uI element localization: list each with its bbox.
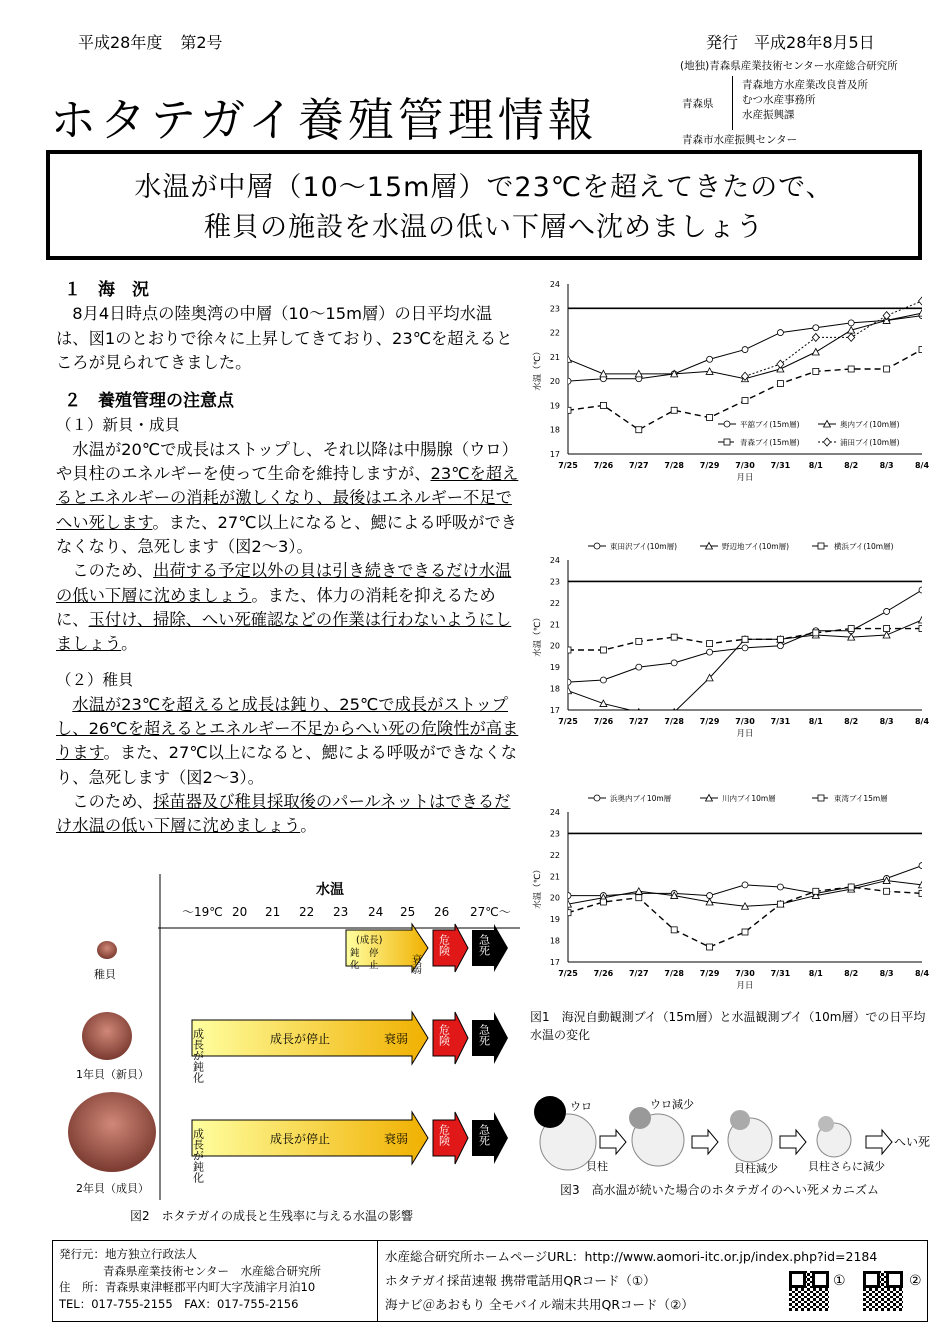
y-tick-label: 23	[549, 304, 560, 314]
one-year-slow: 成長が鈍化	[191, 1028, 205, 1083]
qr-code-1-icon[interactable]	[789, 1271, 829, 1311]
data-point	[813, 630, 819, 636]
fig3-label-adductor-decrease: 貝柱減少	[734, 1162, 778, 1175]
juvenile-p1-b: 。また、27℃以上になると、鰓による呼吸ができなくなり、急死します（図2～3）。	[56, 743, 518, 787]
one-year-shell-image	[82, 1012, 132, 1060]
issue-info	[78, 30, 241, 53]
legend-label: 東湾ブイ15m層	[834, 794, 888, 803]
row-label-two-year: 2年貝（成貝）	[76, 1182, 149, 1195]
series-solid-triangle	[565, 617, 926, 716]
y-tick-label: 23	[549, 577, 560, 587]
y-tick-label: 17	[549, 958, 560, 967]
footer-divider	[377, 1241, 378, 1321]
y-tick-label: 19	[549, 915, 560, 925]
x-tick-label: 7/27	[628, 717, 649, 726]
juvenile-paragraph-2	[56, 790, 522, 839]
adult-paragraph-2	[56, 559, 522, 656]
data-point	[635, 888, 642, 895]
y-axis-label: 水温（℃）	[533, 613, 543, 657]
chart-1	[524, 272, 934, 498]
legend-entry	[818, 419, 900, 429]
fig2-caption: 図2 ホタテガイの成長と生残率に与える水温の影響	[130, 1209, 414, 1223]
publisher-name: 地方独立行政法人	[105, 1247, 197, 1261]
x-tick-label: 7/26	[593, 969, 614, 978]
data-point	[724, 439, 730, 445]
data-point	[848, 320, 854, 326]
x-tick-label: 8/1	[808, 969, 823, 978]
x-tick-label: 7/28	[664, 969, 685, 978]
x-tick-label: 8/4	[914, 461, 930, 470]
x-tick-label: 7/25	[558, 717, 578, 726]
y-axis-label: 水温（℃）	[533, 865, 543, 909]
x-tick-label: 7/30	[735, 461, 755, 470]
x-tick-label: 7/31	[770, 461, 791, 470]
data-point	[594, 795, 600, 801]
two-year-shell-image	[68, 1092, 156, 1172]
data-point	[671, 927, 677, 933]
x-tick-label: 7/28	[664, 461, 685, 470]
x-tick-label: 7/30	[735, 717, 755, 726]
adult-p2-emphasis-2: 玉付け、掃除、へい死確認などの作業は行わないようにしましょう	[56, 609, 512, 654]
fig2-temp-labels	[182, 905, 511, 919]
qr-2-label: 海ナビ＠あおもり 全モバイル端末共用QRコード（②）	[385, 1297, 694, 1312]
row-label-one-year: 1年貝（新貝）	[76, 1068, 149, 1081]
y-tick-label: 22	[549, 850, 560, 860]
two-year-stop: 成長が停止	[270, 1132, 331, 1146]
legend-entry	[718, 437, 800, 447]
row-label-juvenile: 稚貝	[94, 968, 116, 981]
data-point	[919, 587, 925, 593]
legend-label: 野辺地ブイ(10m層)	[722, 542, 790, 551]
fig2-temp-tick: ～19℃	[182, 905, 223, 919]
arrow-3	[780, 1130, 806, 1154]
legend-entry	[812, 793, 888, 803]
legend-entry	[588, 793, 672, 803]
footer-box	[52, 1240, 928, 1322]
section-1-title: １ 海 況	[64, 280, 149, 300]
data-point	[636, 895, 642, 901]
data-point	[919, 617, 926, 624]
juvenile-danger: 危険	[437, 934, 451, 956]
data-point	[777, 636, 783, 642]
office-item: 水産振興課	[742, 109, 795, 121]
x-tick-label: 7/29	[699, 969, 720, 978]
data-point	[812, 333, 819, 341]
data-point	[818, 543, 824, 549]
y-tick-label: 24	[549, 556, 560, 565]
data-point	[777, 901, 783, 907]
data-point	[848, 884, 854, 890]
data-point	[565, 910, 571, 916]
legend-label: 奥内ブイ(10m層)	[840, 420, 900, 429]
chart-1-svg	[524, 272, 934, 494]
data-point	[742, 398, 748, 404]
legend-entry	[812, 541, 894, 551]
y-tick-label: 22	[549, 328, 560, 338]
x-tick-label: 7/27	[628, 461, 649, 470]
fig2-temp-tick: 24	[368, 905, 384, 919]
x-tick-label: 7/27	[628, 969, 649, 978]
juvenile-weak: 衰弱	[409, 954, 421, 974]
legend-entry	[718, 419, 800, 429]
data-point	[919, 297, 926, 305]
prefecture-offices	[742, 78, 868, 123]
adult-p1-c: 。また、27℃以上になると、鰓による呼吸ができなくなり、急死します（図2～3）。	[56, 512, 518, 556]
prefecture-label: 青森県	[682, 98, 714, 110]
publisher-org: 青森県産業技術センター 水産総合研究所	[103, 1263, 322, 1278]
data-point	[600, 700, 607, 707]
data-point	[848, 333, 855, 341]
office-item: むつ水産事務所	[742, 94, 816, 106]
data-point	[707, 641, 713, 647]
x-tick-label: 7/26	[593, 717, 614, 726]
address-label: 住 所：	[59, 1280, 105, 1294]
fig2	[50, 870, 520, 1200]
juvenile-paragraph-1	[56, 693, 522, 790]
publish-date-value: 平成28年8月5日	[754, 33, 875, 52]
series-dash-square	[565, 884, 925, 950]
x-tick-label: 7/31	[770, 969, 791, 978]
y-tick-label: 19	[549, 401, 560, 411]
data-point	[671, 660, 677, 666]
two-year-death: 急死	[477, 1124, 491, 1146]
legend-label: 東田沢ブイ(10m層)	[610, 542, 678, 551]
series-line	[568, 866, 922, 896]
juvenile-small-a: (成長)	[356, 935, 383, 946]
fig2-temp-tick: 25	[400, 905, 416, 919]
arrow-2	[692, 1130, 718, 1154]
fig3-label-adductor: 貝柱	[586, 1160, 608, 1173]
headline-line-2: 稚貝の施設を水温の低い下層へ沈めましょう	[204, 212, 764, 243]
juvenile-shell-image	[97, 941, 117, 959]
data-point	[919, 626, 925, 632]
subsection-adult-title: （１）新貝・成貝	[56, 416, 181, 435]
data-point	[919, 310, 926, 317]
data-point	[636, 427, 642, 433]
homepage-url[interactable]: 水産総合研究所ホームページURL：http://www.aomori-itc.or.jp/index.php?id=2184	[385, 1249, 878, 1264]
y-tick-label: 19	[549, 663, 560, 673]
y-tick-label: 24	[549, 808, 560, 817]
data-point	[919, 347, 925, 353]
adult-p1-a: 水温が20℃で成長はストップし、それ以降は中腸腺（ウロ）や貝柱のエネルギーを使って生命を維持しますが、	[56, 439, 518, 484]
x-tick-label: 8/2	[844, 717, 859, 726]
data-point	[742, 929, 748, 935]
data-point	[813, 325, 819, 331]
x-tick-label: 8/3	[879, 969, 894, 978]
data-point	[919, 863, 925, 869]
data-point	[600, 677, 606, 683]
data-point	[707, 356, 713, 362]
two-year-slow: 成長が鈍化	[191, 1128, 205, 1183]
x-axis-label: 月日	[736, 729, 754, 739]
data-point	[813, 888, 819, 894]
series-solid-circle	[565, 863, 925, 899]
one-year-danger: 危険	[437, 1024, 451, 1046]
data-point	[742, 882, 748, 888]
data-point	[724, 421, 730, 427]
fig3-label-death: へい死	[894, 1135, 931, 1149]
y-tick-label: 22	[549, 598, 560, 608]
fig3-label-uro-decrease: ウロ減少	[650, 1098, 694, 1111]
series-line	[568, 620, 922, 712]
y-tick-label: 23	[549, 829, 560, 839]
data-point	[884, 608, 890, 614]
city-office: 青森市水産振興センター	[682, 134, 798, 146]
fig3-svg	[528, 1090, 938, 1180]
juvenile-death: 急死	[477, 934, 491, 956]
publisher-label: 発行元：	[59, 1247, 105, 1261]
data-point	[671, 407, 677, 413]
phone-fax: TEL：017-755-2155 FAX：017-755-2156	[59, 1296, 299, 1311]
legend-label: 横浜ブイ(10m層)	[834, 542, 894, 551]
fig3	[528, 1090, 938, 1180]
legend-entry	[818, 437, 900, 447]
data-point	[777, 643, 783, 649]
uro-organ-1	[534, 1096, 566, 1128]
data-point	[594, 543, 600, 549]
headline-line-1: 水温が中層（10～15m層）で23℃を超えてきたので、	[134, 172, 834, 203]
subsection-juvenile-title: （２）稚貝	[56, 671, 134, 690]
adult-p2-e: 。	[121, 634, 138, 654]
fig2-temp-tick: 22	[299, 905, 315, 919]
legend-label: 青森ブイ(15m層)	[740, 438, 800, 447]
data-point	[671, 634, 677, 640]
arrow-4	[866, 1130, 892, 1154]
fig1-caption: 図1 海況自動観測ブイ（15m層）と水温観測ブイ（10m層）での日平均水温の変化	[530, 1010, 926, 1042]
adult-p2-emphasis: 出荷する予定以外の貝は引き続きできるだけ水温の低い下層に沈めましょう	[56, 561, 512, 605]
fig2-axis-title: 水温	[316, 882, 344, 898]
data-point	[636, 638, 642, 644]
section-2-title: ２ 養殖管理の注意点	[64, 391, 234, 412]
qr-code-2-icon[interactable]	[863, 1271, 903, 1311]
fig2-temp-tick: 20	[232, 905, 248, 919]
fig3-label-adductor-decrease-more: 貝柱さらに減少	[808, 1160, 885, 1173]
article-body	[56, 278, 522, 839]
data-point	[565, 893, 571, 899]
x-tick-label: 7/31	[770, 717, 791, 726]
data-point	[565, 687, 572, 694]
y-tick-label: 17	[549, 450, 560, 459]
legend-label: 浜奥内ブイ10m層	[610, 794, 672, 803]
data-point	[848, 366, 854, 372]
data-point	[884, 888, 890, 894]
data-point	[600, 647, 606, 653]
data-point	[742, 347, 748, 353]
adult-p1-emphasis: 23℃を超えるとエネルギーの消耗が激しくなり、最後はエネルギー不足でへい死します	[56, 464, 519, 532]
address-value: 青森県東津軽郡平内町大字茂浦字月泊10	[105, 1280, 316, 1294]
data-point	[707, 649, 713, 655]
fig2-temp-tick: 26	[434, 905, 450, 919]
headline-box	[46, 150, 922, 260]
affiliation-top: (地独)青森県産業技術センター水産総合研究所	[680, 60, 898, 72]
data-point	[707, 944, 713, 950]
office-item: 青森地方水産業改良普及所	[742, 79, 868, 91]
juvenile-p2-emphasis: 採苗器及び稚貝採取後のパールネットはできるだけ水温の低い下層に沈めましょう	[56, 791, 511, 836]
fig3-label-uro: ウロ	[570, 1100, 592, 1113]
x-tick-label: 7/25	[558, 969, 578, 978]
y-tick-label: 21	[549, 352, 560, 362]
publish-date	[706, 30, 891, 53]
data-point	[824, 438, 831, 446]
adult-p2-a: このため、	[72, 561, 154, 581]
uro-organ-3	[730, 1110, 750, 1130]
data-point	[565, 407, 571, 413]
issue-number: 第2号	[180, 33, 223, 52]
publish-label: 発行	[706, 33, 739, 52]
x-tick-label: 8/1	[808, 717, 823, 726]
data-point	[707, 415, 713, 421]
x-axis-label: 月日	[736, 473, 754, 483]
adult-p2-c: 。また、体力の消耗を抑えるために、	[56, 585, 496, 629]
x-tick-label: 7/28	[664, 717, 685, 726]
data-point	[600, 402, 606, 408]
chart-3	[524, 780, 934, 1006]
one-year-death: 急死	[477, 1024, 491, 1046]
juvenile-p1-emphasis: 水温が23℃を超えると成長は鈍り、25℃で成長がストップし、26℃を超えるとエネルギー不足からへい死の危険性が高まります	[56, 694, 519, 763]
y-tick-label: 18	[549, 425, 560, 435]
legend-entry	[700, 793, 776, 803]
data-point	[742, 636, 748, 642]
qr-2-mark: ②	[909, 1273, 922, 1289]
data-point	[742, 645, 748, 651]
x-tick-label: 8/1	[808, 461, 823, 470]
y-tick-label: 24	[549, 280, 560, 289]
one-year-weak: 衰弱	[384, 1032, 409, 1046]
y-tick-label: 20	[549, 641, 560, 651]
y-tick-label: 21	[549, 872, 560, 882]
data-point	[777, 381, 783, 387]
x-tick-label: 7/29	[699, 717, 720, 726]
x-tick-label: 8/2	[844, 461, 859, 470]
adult-paragraph-1	[56, 438, 522, 559]
chart-2-svg	[524, 528, 934, 768]
fig2-temp-tick: 21	[265, 905, 281, 919]
section-1-text: 8月4日時点の陸奥湾の中層（10～15m層）の日平均水温は、図1のとおりで徐々に上昇してきており、23℃を超えるところが見られてきました。	[56, 304, 513, 372]
juvenile-p2-c: 。	[300, 816, 317, 836]
data-point	[812, 349, 819, 356]
series-line	[745, 301, 922, 376]
y-tick-label: 20	[549, 893, 560, 903]
series-line	[568, 887, 922, 947]
data-point	[600, 899, 606, 905]
juvenile-small-c: 化 止	[350, 960, 379, 971]
series-line	[568, 350, 922, 430]
chart-2	[524, 528, 934, 772]
legend-label: 平舘ブイ(15m層)	[740, 420, 800, 429]
legend-label: 浦田ブイ(10m層)	[840, 438, 900, 447]
x-tick-label: 8/3	[879, 717, 894, 726]
data-point	[777, 330, 783, 336]
series-dot-diamond	[742, 297, 926, 380]
newsletter-title: ホタテガイ養殖管理情報	[50, 93, 598, 147]
y-tick-label: 18	[549, 684, 560, 694]
chart-3-svg	[524, 780, 934, 1002]
juvenile-p2-a: このため、	[72, 791, 154, 811]
data-point	[777, 884, 783, 890]
two-year-danger: 危険	[437, 1124, 451, 1146]
juvenile-small-b: 鈍 停	[350, 948, 379, 959]
data-point	[818, 795, 824, 801]
data-point	[565, 647, 571, 653]
y-tick-label: 20	[549, 377, 560, 387]
data-point	[813, 368, 819, 374]
x-tick-label: 8/4	[914, 717, 930, 726]
x-tick-label: 7/30	[735, 969, 755, 978]
y-tick-label: 21	[549, 620, 560, 630]
one-year-stop: 成長が停止	[270, 1032, 331, 1046]
y-tick-label: 18	[549, 936, 560, 946]
data-point	[565, 378, 571, 384]
arrow-1	[600, 1130, 626, 1154]
x-tick-label: 7/29	[699, 461, 720, 470]
data-point	[565, 356, 572, 363]
x-tick-label: 7/26	[593, 461, 614, 470]
uro-organ-2	[629, 1107, 651, 1129]
publisher-info	[59, 1246, 321, 1312]
fig2-temp-tick: 27℃～	[470, 905, 511, 919]
x-axis-label: 月日	[736, 981, 754, 991]
x-tick-label: 7/25	[558, 461, 578, 470]
data-point	[565, 679, 571, 685]
x-tick-label: 8/4	[914, 969, 930, 978]
legend-entry	[700, 541, 789, 551]
fig2-temp-tick: 23	[333, 905, 349, 919]
legend-entry	[588, 541, 677, 551]
fig3-caption: 図3 高水温が続いた場合のホタテガイのへい死メカニズム	[560, 1183, 880, 1197]
two-year-weak: 衰弱	[384, 1132, 409, 1146]
series-solid-triangle	[565, 310, 926, 382]
uro-organ-4	[818, 1116, 834, 1132]
x-tick-label: 8/3	[879, 461, 894, 470]
fiscal-year: 平成28年度	[78, 33, 163, 52]
office-bracket	[732, 76, 740, 130]
data-point	[884, 626, 890, 632]
data-point	[848, 626, 854, 632]
fig2-svg	[50, 870, 520, 1200]
y-tick-label: 17	[549, 706, 560, 715]
x-tick-label: 8/2	[844, 969, 859, 978]
y-axis-label: 水温（℃）	[533, 347, 543, 391]
data-point	[919, 890, 925, 896]
data-point	[777, 360, 784, 368]
qr-1-label: ホタテガイ採苗速報 携帯電話用QRコード（①）	[385, 1273, 656, 1288]
qr-1-mark: ①	[833, 1273, 846, 1289]
data-point	[884, 366, 890, 372]
legend-label: 川内ブイ10m層	[722, 794, 776, 803]
data-point	[636, 664, 642, 670]
